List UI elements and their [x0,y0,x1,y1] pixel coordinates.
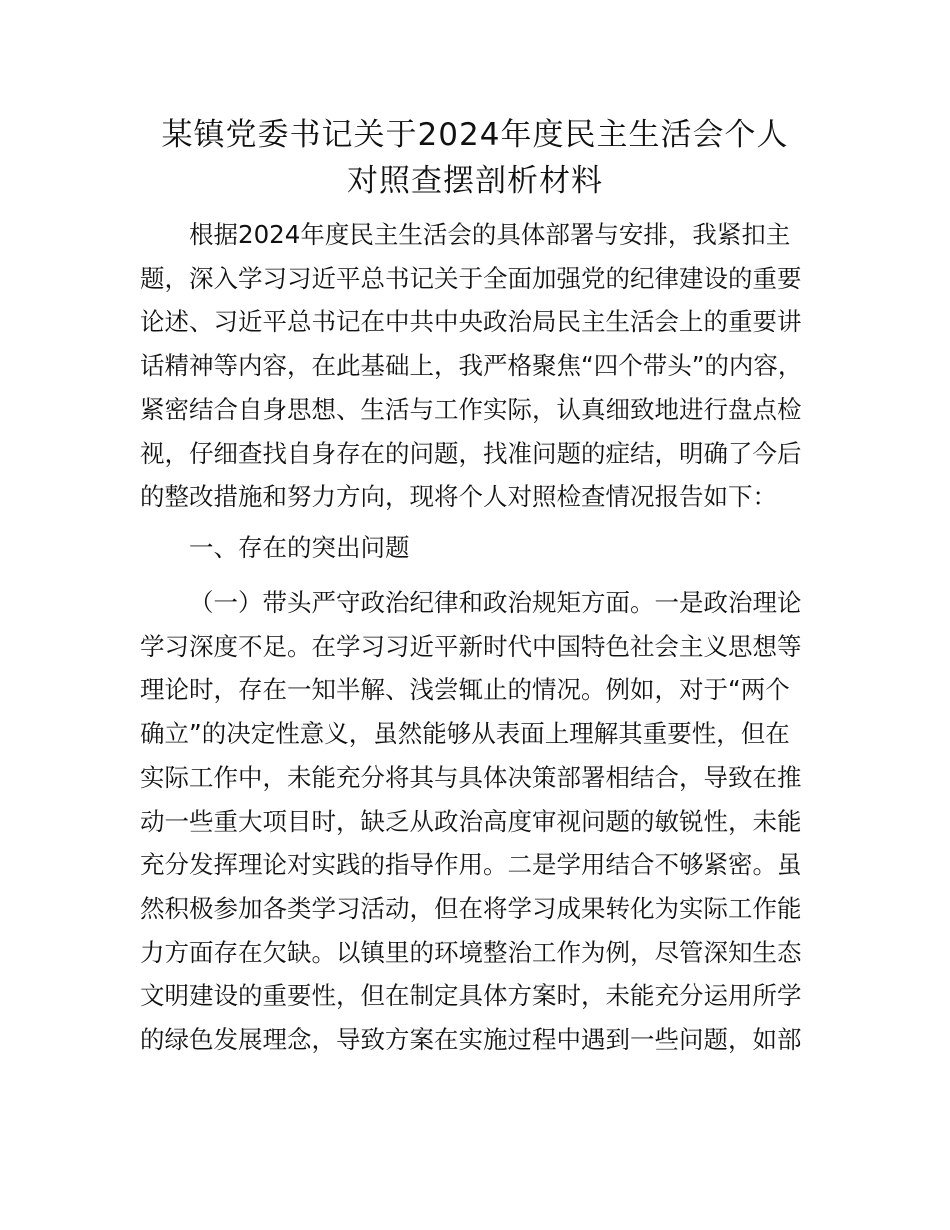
paragraph-line: 论述、习近平总书记在中共中央政治局民主生活会上的重要讲 [140,307,802,337]
section-heading [140,526,812,570]
section-1-paragraph [140,581,812,1062]
section-heading-text: 一、存在的突出问题 [189,533,410,562]
paragraph-line: 确立”的决定性意义，虽然能够从表面上理解其重要性，但在 [140,719,790,749]
paragraph-line: 然积极参加各类学习活动，但在将学习成果转化为实际工作能 [140,893,802,923]
paragraph-line: 学习深度不足。在学习习近平新时代中国特色社会主义思想等 [140,631,802,661]
paragraph-line: 文明建设的重要性，但在制定具体方案时，未能充分运用所学 [140,981,802,1011]
paragraph-line: 根据2024年度民主生活会的具体部署与安排，我紧扣主 [189,220,791,249]
paragraph-line: 理论时，存在一知半解、浅尝辄止的情况。例如，对于“两个 [140,675,790,705]
title-line-2: 对照查摆剖析材料 [347,163,603,199]
paragraph-line: 题，深入学习习近平总书记关于全面加强党的纪律建设的重要 [140,263,802,293]
document-title [140,112,810,204]
paragraph-line: 充分发挥理论对实践的指导作用。二是学用结合不够紧密。虽 [140,850,802,880]
paragraph-line: 话精神等内容，在此基础上，我严格聚焦“四个带头”的内容， [140,351,803,381]
paragraph-line: 实际工作中，未能充分将其与具体决策部署相结合，导致在推 [140,762,802,792]
intro-paragraph [140,213,812,519]
paragraph-line: 的绿色发展理念，导致方案在实施过程中遇到一些问题，如部 [140,1025,802,1055]
title-line-1: 某镇党委书记关于2024年度民主生活会个人 [161,117,789,153]
paragraph-line: 动一些重大项目时，缺乏从政治高度审视问题的敏锐性，未能 [140,806,802,836]
paragraph-line: 紧密结合自身思想、生活与工作实际，认真细致地进行盘点检 [140,394,802,424]
paragraph-line: 视，仔细查找自身存在的问题，找准问题的症结，明确了今后 [140,438,802,468]
paragraph-line: 的整改措施和努力方向，现将个人对照检查情况报告如下： [140,482,777,512]
paragraph-line: （一）带头严守政治纪律和政治规矩方面。一是政治理论 [189,588,802,617]
paragraph-line: 力方面存在欠缺。以镇里的环境整治工作为例，尽管深知生态 [140,937,802,967]
